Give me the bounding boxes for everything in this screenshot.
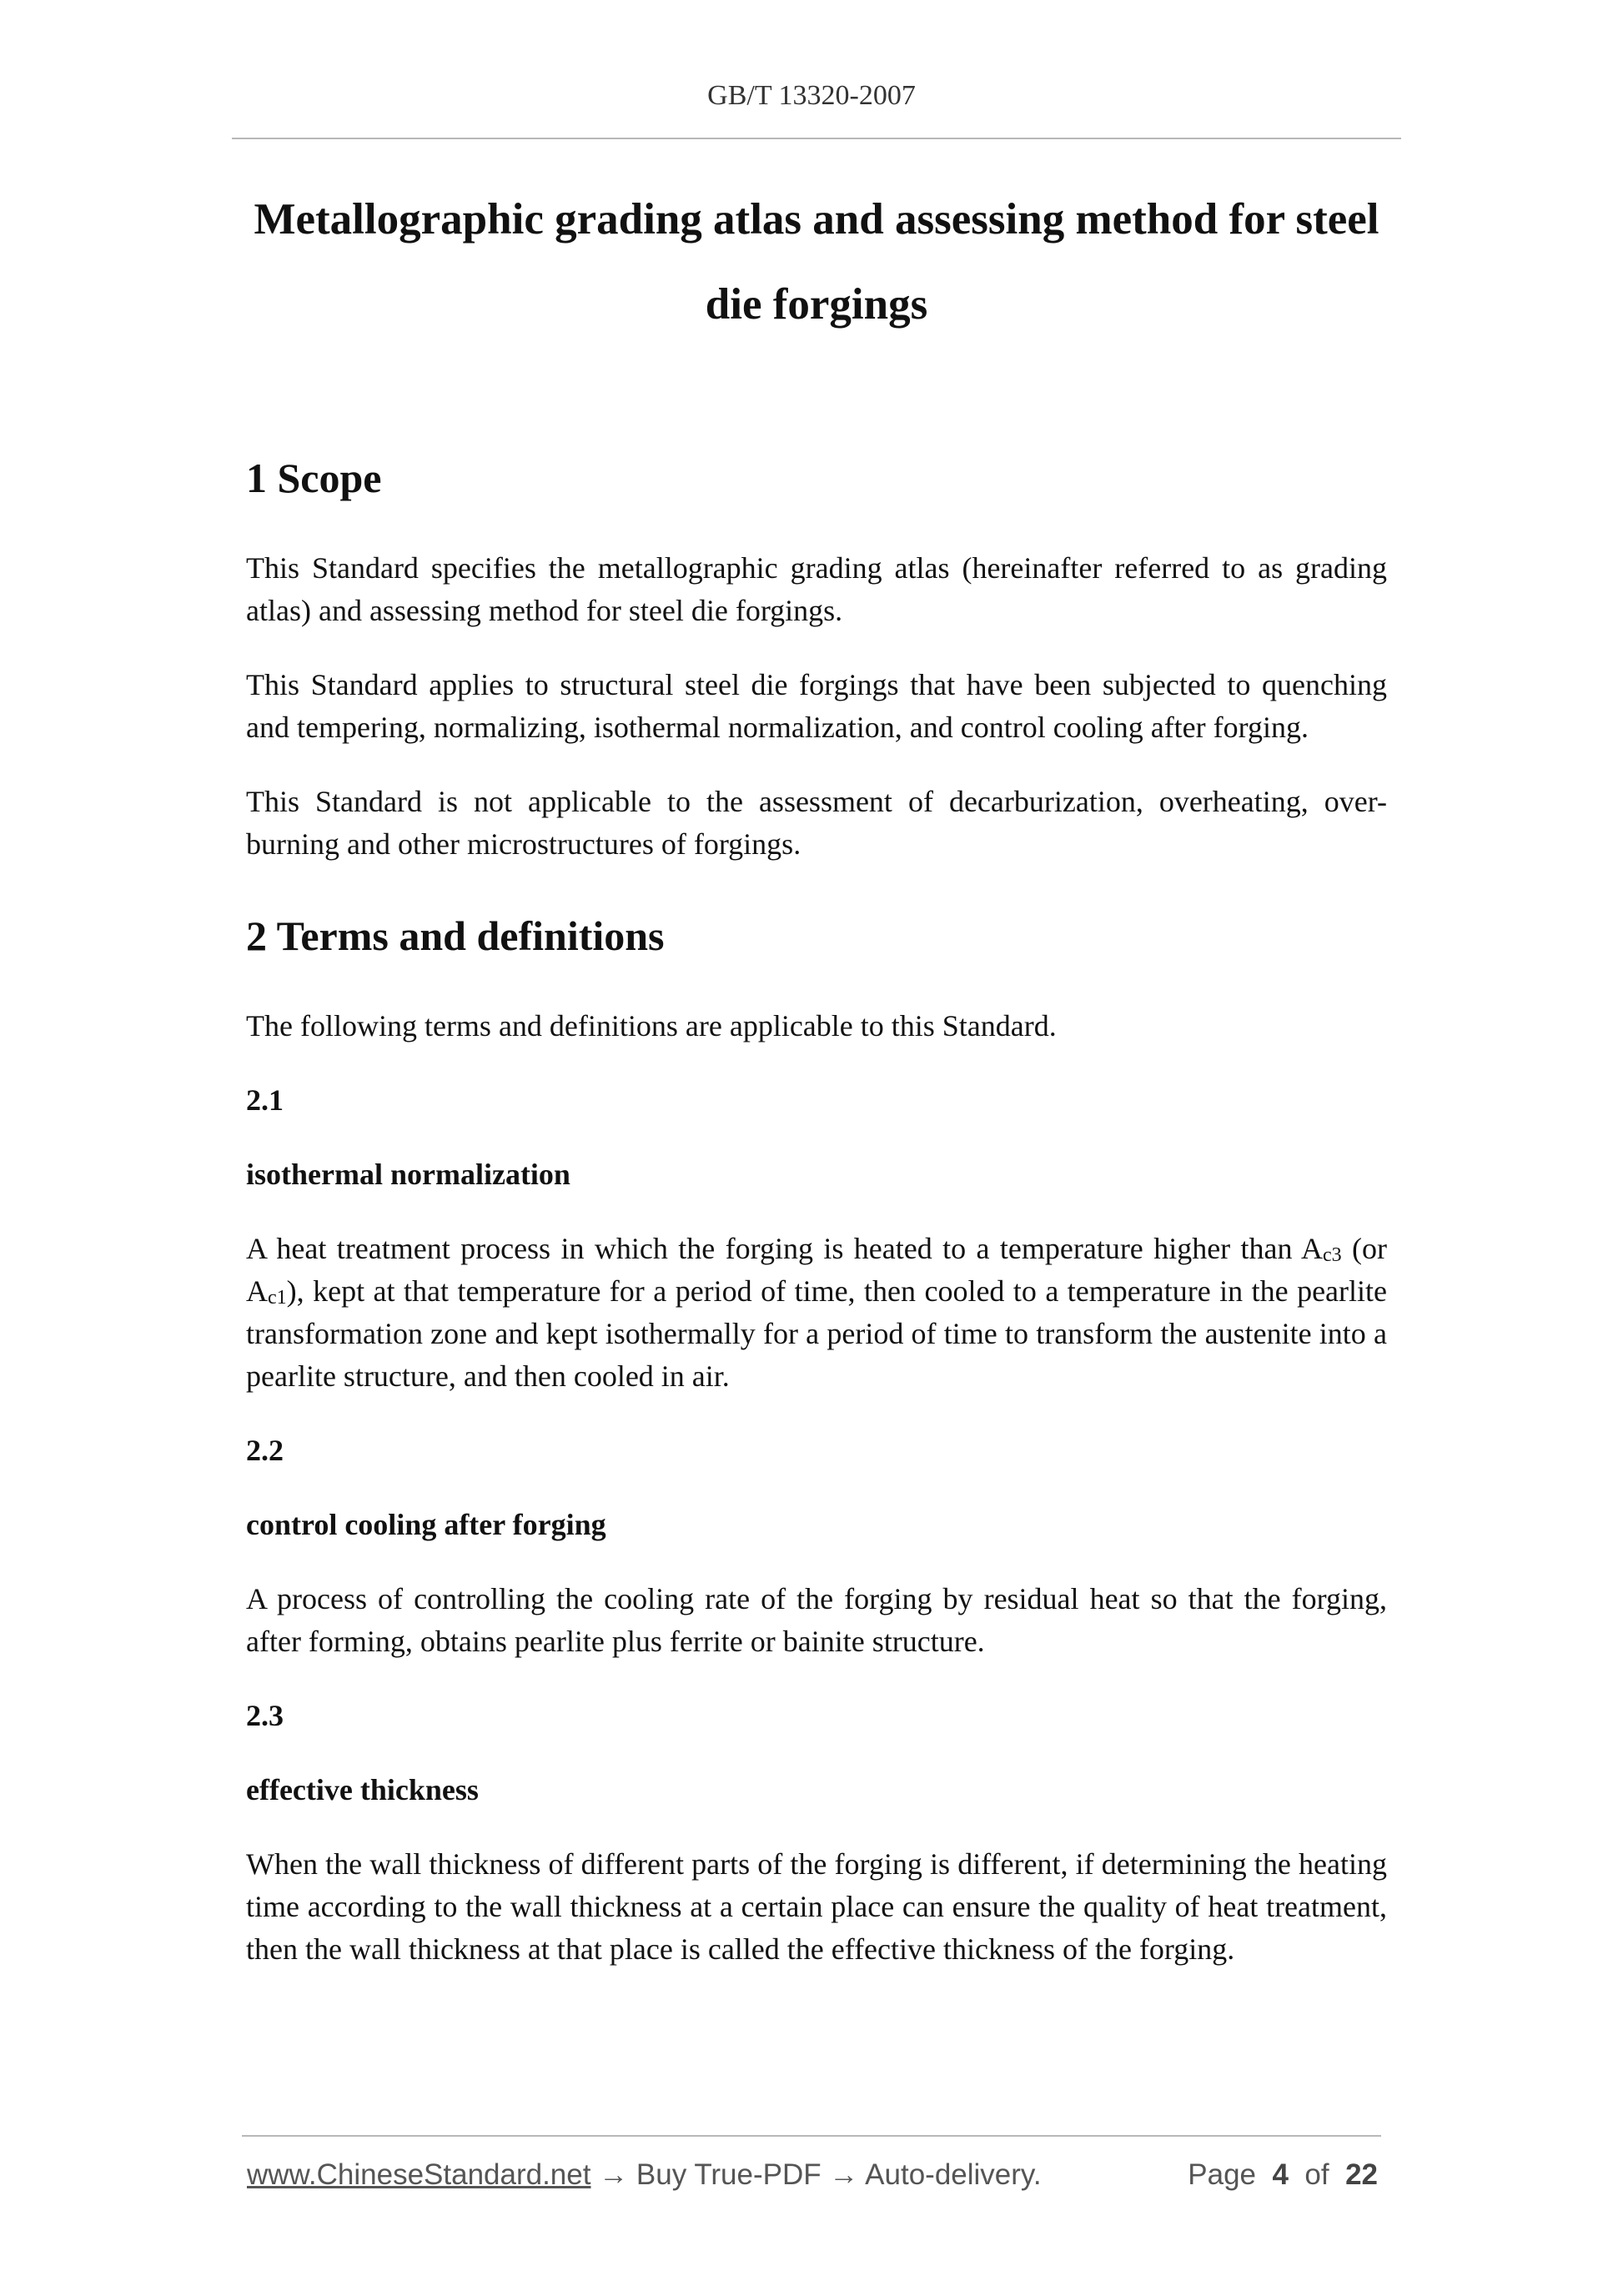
- header-standard-code: GB/T 13320-2007: [707, 80, 916, 111]
- footer-promo: [247, 2158, 1042, 2192]
- term-definition-2-1: [246, 1228, 1387, 1398]
- term-number-2-2: 2.2: [246, 1434, 284, 1467]
- term-name-effective-thickness: effective thickness: [246, 1773, 479, 1806]
- terms-intro: The following terms and definitions are applicable to this Standard.: [246, 1009, 1057, 1042]
- scope-paragraph-1: This Standard specifies the metallographic grading atlas (hereinafter referred to as grading atlas) and assessing method for steel die forgings.: [246, 551, 1387, 627]
- footer-promo-text: → Buy True-PDF → Auto-delivery.: [590, 2158, 1042, 2191]
- definition-text: (or A: [246, 1232, 1387, 1308]
- term-number-2-1: 2.1: [246, 1083, 284, 1117]
- subscript-c3: c3: [1322, 1244, 1342, 1266]
- scope-paragraph-3: This Standard is not applicable to the assessment of decarburization, overheating, over-burning and other microstructures of forgings.: [246, 785, 1387, 861]
- definition-text: A heat treatment process in which the forging is heated to a temperature higher than A: [246, 1232, 1323, 1265]
- title-line-1: Metallographic grading atlas and assessing method for steel: [254, 195, 1379, 244]
- page-of-label: of: [1304, 2158, 1329, 2191]
- page-indicator: [1188, 2158, 1378, 2192]
- document-title: [246, 177, 1387, 347]
- term-definition-2-2: A process of controlling the cooling rate of the forging by residual heat so that the forging, after forming, obtains pearlite plus ferrite or bainite structure.: [246, 1582, 1387, 1658]
- page-label: Page: [1188, 2158, 1257, 2191]
- document-body: [246, 177, 1387, 1971]
- term-name-isothermal-normalization: isothermal normalization: [246, 1158, 570, 1191]
- page-footer: [247, 2158, 1378, 2197]
- term-number-2-3: 2.3: [246, 1699, 284, 1732]
- section-heading-terms: 2 Terms and definitions: [246, 912, 665, 959]
- footer-website-link[interactable]: www.ChineseStandard.net: [247, 2158, 591, 2191]
- footer-divider: [242, 2135, 1381, 2137]
- subscript-c1: c1: [268, 1287, 287, 1309]
- title-line-2: die forgings: [705, 280, 928, 329]
- scope-paragraph-2: This Standard applies to structural steel die forgings that have been subjected to quenching and tempering, normalizing, isothermal normalization, and control cooling after forging.: [246, 668, 1387, 744]
- definition-text: ), kept at that temperature for a period of time, then cooled to a temperature in the pearlite transformation zone and kept isothermally for a period of time to transform the austenite into a pearlite structure, and then cooled in air.: [246, 1274, 1387, 1393]
- page-current: 4: [1272, 2158, 1289, 2191]
- term-definition-2-3: When the wall thickness of different parts of the forging is different, if determining the heating time according to the wall thickness at a certain place can ensure the quality of heat treatment, then the wall thickness at that place is called the effective thickness of the forging.: [246, 1847, 1387, 1966]
- header-divider: [232, 138, 1401, 139]
- page-total: 22: [1345, 2158, 1378, 2191]
- section-heading-scope: 1 Scope: [246, 455, 382, 501]
- term-name-control-cooling: control cooling after forging: [246, 1508, 606, 1541]
